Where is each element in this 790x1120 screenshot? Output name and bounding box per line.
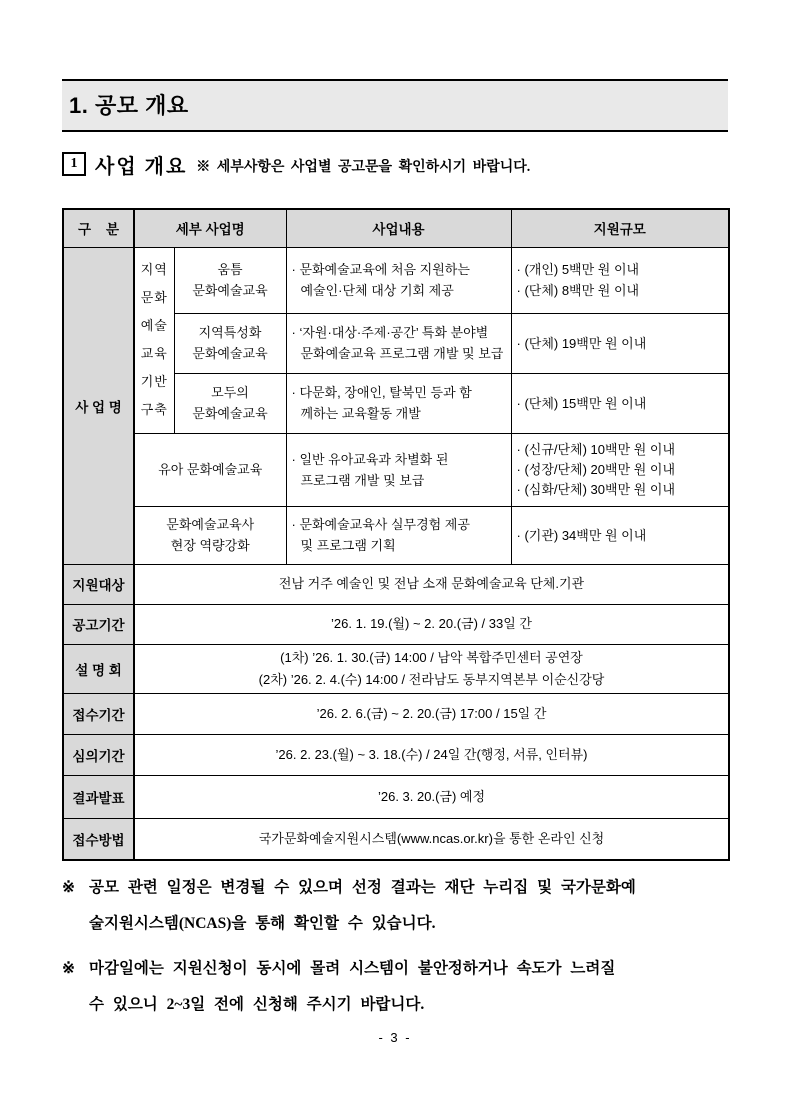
table-row [63, 775, 729, 818]
program-support: · (단체) 15백만 원 이내 [511, 373, 729, 433]
program-support: · (기관) 34백만 원 이내 [511, 506, 729, 564]
subsection-note: ※ 세부사항은 사업별 공고문을 확인하시기 바랍니다. [196, 159, 531, 175]
footnote: ※ 마감일에는 지원신청이 동시에 몰려 시스템이 불안정하거나 속도가 느려질 수 있으니 2~3일 전에 신청해 주시기 바랍니다. [62, 951, 742, 1023]
table-row [63, 433, 729, 506]
info-label: 결과발표 [63, 775, 134, 818]
subsection-heading [62, 150, 762, 178]
program-content: · 문화예술교육사 실무경험 제공 및 프로그램 기획 [286, 506, 511, 564]
category-line: 구축 [140, 402, 168, 417]
info-label: 설 명 회 [63, 644, 134, 693]
info-label: 지원대상 [63, 564, 134, 604]
program-content: · 다문화, 장애인, 탈북민 등과 함 께하는 교육활동 개발 [286, 373, 511, 433]
section-title: 1. 공모 개요 [69, 93, 189, 118]
program-name: 유아 문화예술교육 [134, 433, 286, 506]
header-cell-support: 지원규모 [511, 209, 729, 247]
category-vertical-cell [134, 247, 174, 433]
subsection-title: 사업 개요 [95, 155, 188, 178]
program-name: 움틈 문화예술교육 [174, 247, 286, 313]
table-row [63, 604, 729, 644]
row-group-label: 사 업 명 [63, 247, 134, 564]
category-line: 문화 [140, 290, 168, 305]
reference-mark-icon: ※ [62, 960, 75, 977]
footnote: ※ 공모 관련 일정은 변경될 수 있으며 선정 결과는 재단 누리집 및 국가문화예 술지원시스템(NCAS)을 통해 확인할 수 있습니다. [62, 870, 742, 942]
boxed-number-icon: 1 [62, 152, 86, 176]
program-support: · (개인) 5백만 원 이내 · (단체) 8백만 원 이내 [511, 247, 729, 313]
info-value: ’26. 3. 20.(금) 예정 [134, 775, 729, 818]
info-value: 국가문화예술지원시스템(www.ncas.or.kr)을 통한 온라인 신청 [134, 818, 729, 860]
program-name: 지역특성화 문화예술교육 [174, 313, 286, 373]
category-line: 지역 [140, 262, 168, 277]
footnotes [62, 870, 742, 1032]
info-value: ’26. 1. 19.(월) ~ 2. 20.(금) / 33일 간 [134, 604, 729, 644]
table-row [63, 644, 729, 693]
program-support: · (신규/단체) 10백만 원 이내 · (성장/단체) 20백만 원 이내 · (심화/단체) 30백만 원 이내 [511, 433, 729, 506]
header-cell-subprogram: 세부 사업명 [134, 209, 286, 247]
table-row [63, 818, 729, 860]
info-value: 전남 거주 예술인 및 전남 소재 문화예술교육 단체.기관 [134, 564, 729, 604]
info-value: (1차) ’26. 1. 30.(금) 14:00 / 남악 복합주민센터 공연장 (2차) ’26. 2. 4.(수) 14:00 / 전라남도 동부지역본부 이순신강당 [134, 644, 729, 693]
table-row [63, 247, 729, 313]
category-line: 기반 [140, 374, 168, 389]
category-line: 교육 [140, 346, 168, 361]
header-cell-category: 구 분 [63, 209, 134, 247]
info-label: 접수방법 [63, 818, 134, 860]
section-title-banner [62, 79, 728, 132]
program-content: · 문화예술교육에 처음 지원하는 예술인·단체 대상 기회 제공 [286, 247, 511, 313]
program-name: 모두의 문화예술교육 [174, 373, 286, 433]
program-support: · (단체) 19백만 원 이내 [511, 313, 729, 373]
info-value: ’26. 2. 23.(월) ~ 3. 18.(수) / 24일 간(행정, 서류, 인터뷰) [134, 734, 729, 775]
program-content: · ‘자원·대상·주제·공간’ 특화 분야별 문화예술교육 프로그램 개발 및 보급 [286, 313, 511, 373]
program-content: · 일반 유아교육과 차별화 된 프로그램 개발 및 보급 [286, 433, 511, 506]
info-label: 공고기간 [63, 604, 134, 644]
page-number: - 3 - [378, 1030, 412, 1045]
table-header-row [63, 209, 729, 247]
overview-table [62, 208, 730, 861]
info-value: ’26. 2. 6.(금) ~ 2. 20.(금) 17:00 / 15일 간 [134, 693, 729, 734]
table-row [63, 693, 729, 734]
program-name: 문화예술교육사 현장 역량강화 [134, 506, 286, 564]
table-row [63, 506, 729, 564]
info-label: 접수기간 [63, 693, 134, 734]
header-cell-content: 사업내용 [286, 209, 511, 247]
info-label: 심의기간 [63, 734, 134, 775]
category-line: 예술 [140, 318, 168, 333]
reference-mark-icon: ※ [62, 879, 75, 896]
table-row [63, 734, 729, 775]
table-row [63, 564, 729, 604]
